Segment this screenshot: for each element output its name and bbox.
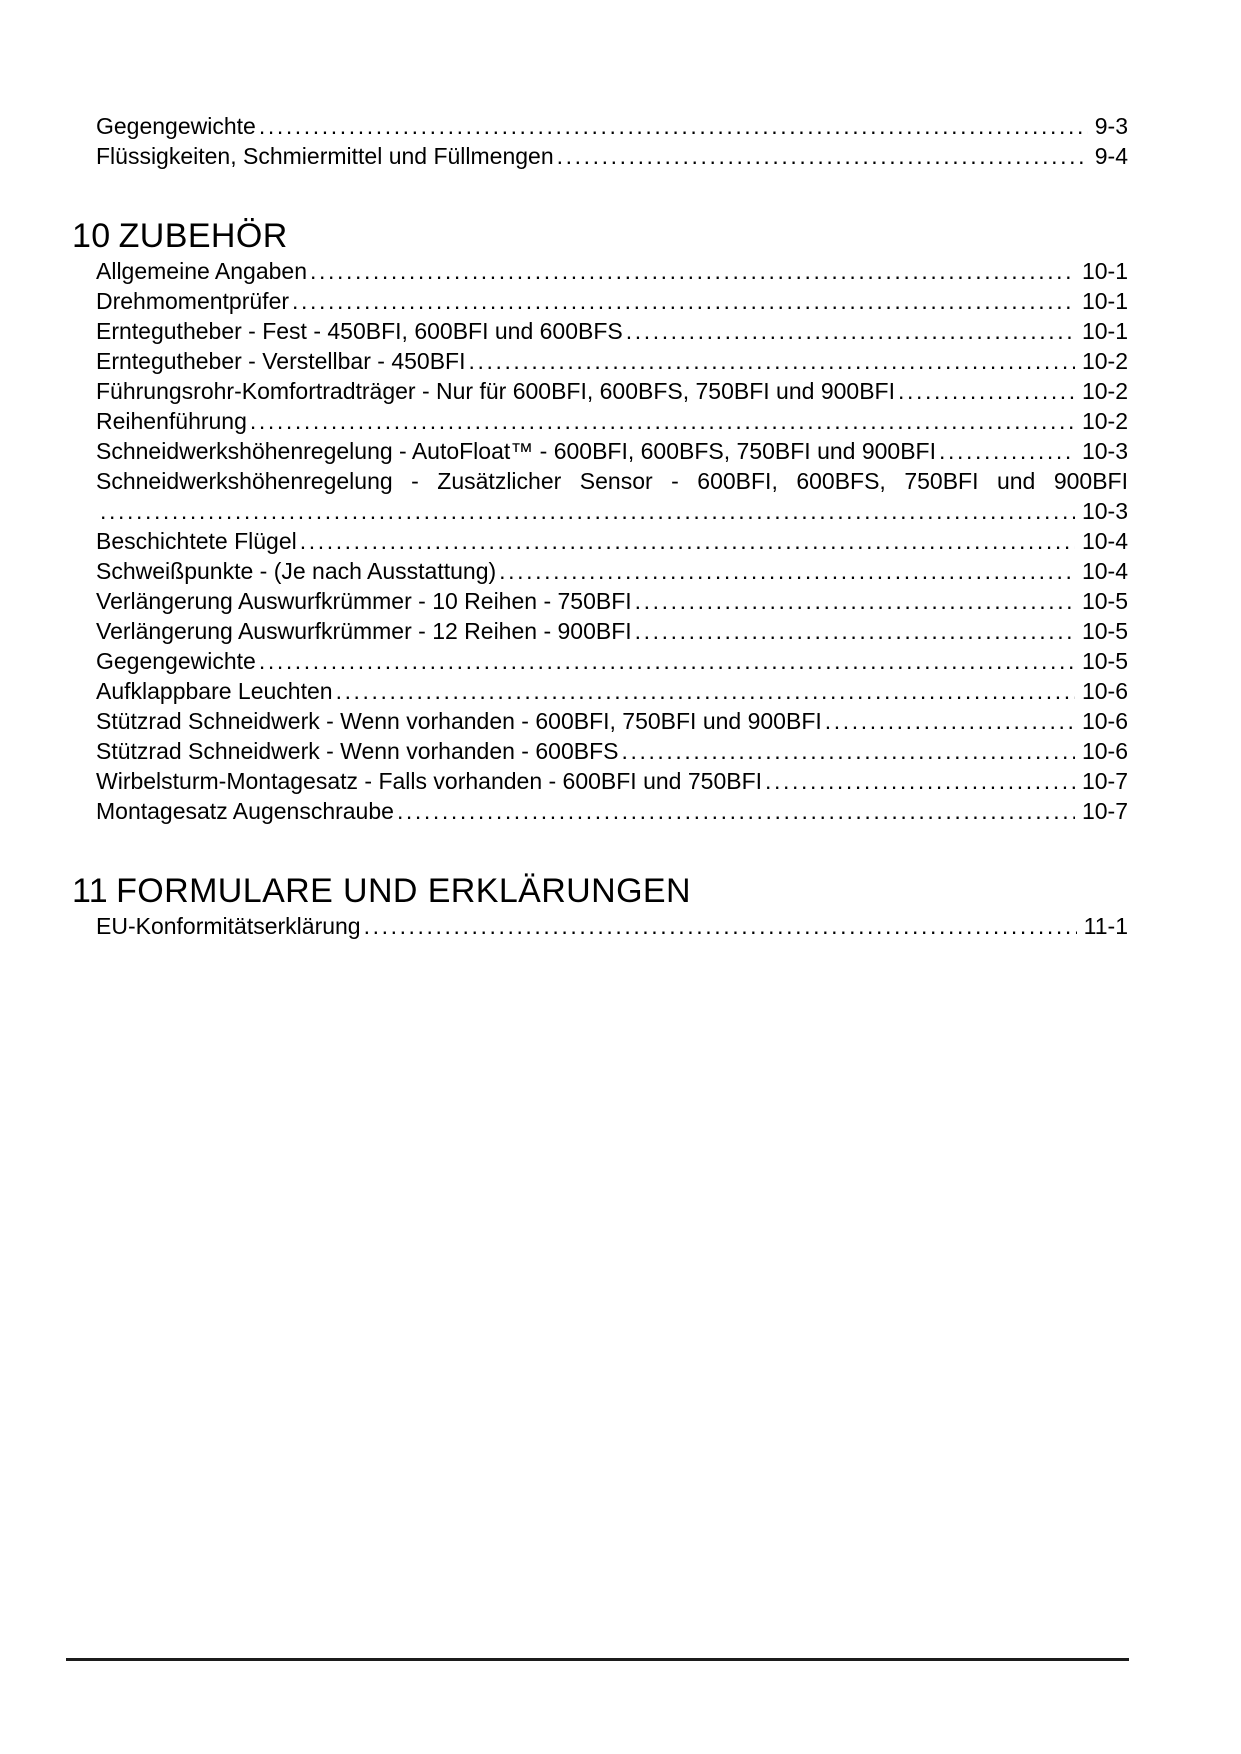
dot-leader [364, 911, 1077, 941]
toc-entry-title: Schweißpunkte - (Je nach Ausstattung) [96, 558, 497, 584]
dot-leader [825, 706, 1075, 736]
toc-entry-page: 10-5 [1081, 588, 1128, 614]
toc-entry[interactable] [96, 141, 1128, 171]
section-heading [72, 871, 1128, 911]
toc-entry[interactable] [96, 466, 1128, 526]
toc-entry[interactable] [96, 766, 1128, 796]
dot-leader [635, 616, 1075, 646]
section-title: FORMULARE UND ERKLÄRUNGEN [116, 872, 691, 910]
dot-leader [310, 256, 1075, 286]
table-of-contents [72, 111, 1128, 941]
toc-entry-title: Stützrad Schneidwerk - Wenn vorhanden - 600BFS [96, 738, 619, 764]
dot-leader [621, 736, 1074, 766]
toc-entry-title: Schneidwerkshöhenregelung - Zusätzlicher Sensor - 600BFI, 600BFS, 750BFI und 900BFI [96, 468, 1128, 494]
section-heading [72, 216, 1128, 256]
toc-entry-page: 10-3 [1081, 498, 1128, 524]
toc-entry-title: Allgemeine Angaben [96, 258, 307, 284]
dot-leader [292, 286, 1075, 316]
dot-leader [300, 526, 1075, 556]
toc-entry-page: 10-6 [1081, 678, 1128, 704]
dot-leader [336, 676, 1075, 706]
toc-entry[interactable] [96, 376, 1128, 406]
footer-rule [66, 1658, 1129, 1661]
dot-leader [259, 646, 1075, 676]
toc-entry[interactable] [96, 616, 1128, 646]
toc-entry-page: 10-7 [1081, 798, 1128, 824]
toc-entry-title: Wirbelsturm-Montagesatz - Falls vorhanden - 600BFI und 750BFI [96, 768, 763, 794]
toc-entry[interactable] [96, 676, 1128, 706]
toc-entry-page: 10-5 [1081, 618, 1128, 644]
toc-leading-entries [96, 111, 1128, 171]
toc-sections [72, 216, 1128, 941]
toc-entry[interactable] [96, 646, 1128, 676]
toc-entry[interactable] [96, 526, 1128, 556]
section-entries [96, 256, 1128, 826]
toc-entry-title: Erntegutheber - Fest - 450BFI, 600BFI und 600BFS [96, 318, 623, 344]
toc-entry-page: 9-3 [1094, 113, 1128, 139]
toc-entry[interactable] [96, 556, 1128, 586]
toc-entry-title: Verlängerung Auswurfkrümmer - 12 Reihen - 900BFI [96, 618, 632, 644]
toc-entry-title: Montagesatz Augenschraube [96, 798, 394, 824]
toc-entry-title: Gegengewichte [96, 113, 256, 139]
toc-entry-page: 11-1 [1083, 913, 1128, 939]
toc-entry-page: 10-1 [1081, 258, 1128, 284]
toc-entry-title: Erntegutheber - Verstellbar - 450BFI [96, 348, 466, 374]
section-title: ZUBEHÖR [118, 217, 288, 255]
toc-entry[interactable] [96, 346, 1128, 376]
dot-leader [100, 496, 1075, 526]
toc-entry-page: 10-1 [1081, 288, 1128, 314]
dot-leader [499, 556, 1075, 586]
toc-entry-page: 10-3 [1081, 438, 1128, 464]
toc-entry-title: Beschichtete Flügel [96, 528, 297, 554]
toc-entry[interactable] [96, 736, 1128, 766]
dot-leader [468, 346, 1074, 376]
toc-entry-page: 10-2 [1081, 378, 1128, 404]
toc-entry-title: Aufklappbare Leuchten [96, 678, 333, 704]
toc-entry[interactable] [96, 406, 1128, 436]
toc-entry-title: Stützrad Schneidwerk - Wenn vorhanden - 600BFI, 750BFI und 900BFI [96, 708, 822, 734]
toc-entry[interactable] [96, 706, 1128, 736]
toc-entry[interactable] [96, 586, 1128, 616]
dot-leader [765, 766, 1075, 796]
toc-entry[interactable] [96, 436, 1128, 466]
toc-entry-page: 10-4 [1081, 528, 1128, 554]
toc-entry[interactable] [96, 796, 1128, 826]
toc-entry-page: 10-2 [1081, 408, 1128, 434]
toc-entry-title: Gegengewichte [96, 648, 256, 674]
dot-leader [939, 436, 1075, 466]
toc-entry-title: Führungsrohr-Komfortradträger - Nur für 600BFI, 600BFS, 750BFI und 900BFI [96, 378, 895, 404]
dot-leader [626, 316, 1075, 346]
toc-entry-page: 10-6 [1081, 708, 1128, 734]
toc-section [72, 871, 1128, 941]
dot-leader [635, 586, 1075, 616]
toc-entry[interactable] [96, 111, 1128, 141]
section-number: 11 [72, 872, 109, 910]
dot-leader [259, 111, 1088, 141]
toc-entry-page: 10-7 [1081, 768, 1128, 794]
toc-entry-page: 10-6 [1081, 738, 1128, 764]
toc-entry[interactable] [96, 256, 1128, 286]
toc-entry-continuation [96, 496, 1128, 526]
toc-entry-page: 10-5 [1081, 648, 1128, 674]
toc-entry[interactable] [96, 286, 1128, 316]
dot-leader [557, 141, 1088, 171]
toc-entry[interactable] [96, 911, 1128, 941]
toc-entry[interactable] [96, 316, 1128, 346]
toc-entry-title: Verlängerung Auswurfkrümmer - 10 Reihen - 750BFI [96, 588, 632, 614]
toc-entry-title: Schneidwerkshöhenregelung - AutoFloat™ - 600BFI, 600BFS, 750BFI und 900BFI [96, 438, 936, 464]
toc-entry-title: Drehmomentprüfer [96, 288, 290, 314]
toc-entry-page: 10-1 [1081, 318, 1128, 344]
dot-leader [898, 376, 1075, 406]
toc-entry-page: 10-2 [1081, 348, 1128, 374]
toc-entry-page: 10-4 [1081, 558, 1128, 584]
toc-entry-page: 9-4 [1094, 143, 1128, 169]
dot-leader [250, 406, 1075, 436]
toc-entry-title: EU-Konformitätserklärung [96, 913, 361, 939]
section-entries [96, 911, 1128, 941]
section-number: 10 [72, 217, 111, 255]
toc-entry-title: Reihenführung [96, 408, 247, 434]
toc-entry-title: Flüssigkeiten, Schmiermittel und Füllmengen [96, 143, 554, 169]
dot-leader [397, 796, 1075, 826]
toc-section [72, 216, 1128, 826]
